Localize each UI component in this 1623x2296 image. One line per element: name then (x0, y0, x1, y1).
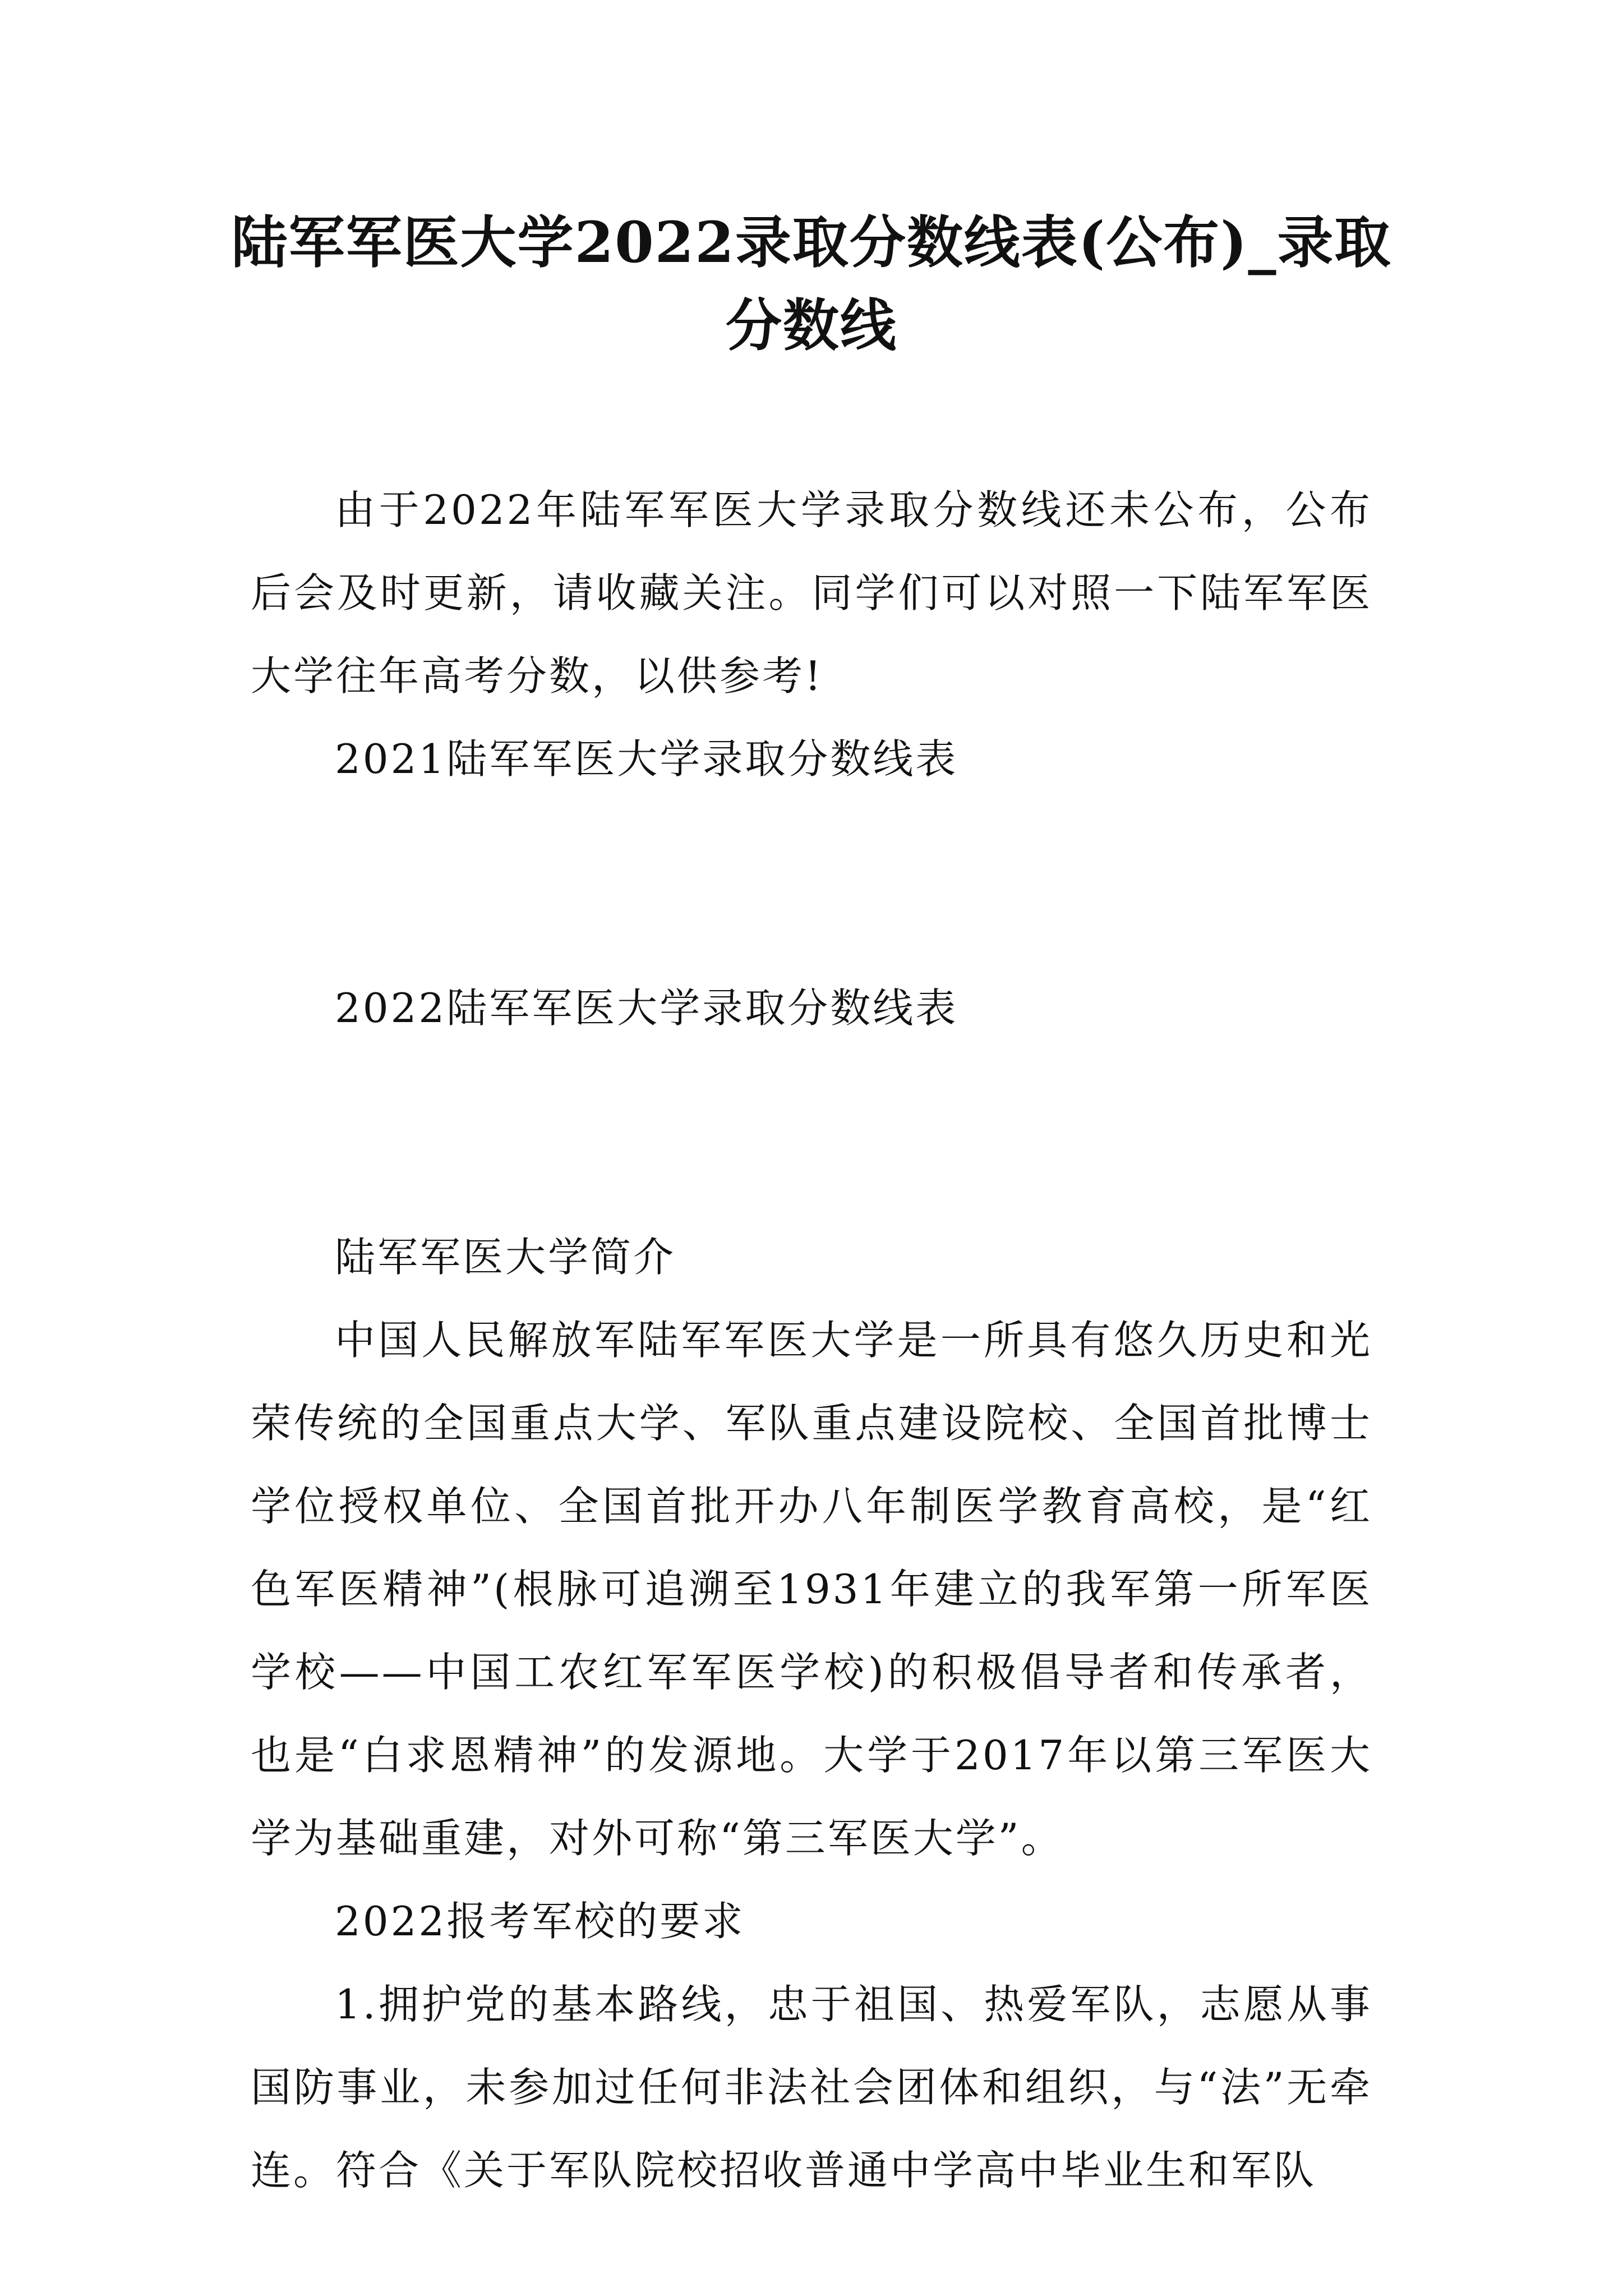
table-2022-heading: 2022陆军军医大学录取分数线表 (335, 984, 958, 1032)
requirement-item-1: 1.拥护党的基本路线，忠于祖国、热爱军队，志愿从事国防事业，未参加过任何非法社会团体和组织，与“法”无牵连。符合《关于军队院校招收普通中学高中毕业生和军队 (251, 1981, 1372, 2194)
requirements-heading: 2022报考军校的要求 (335, 1898, 745, 1945)
school-intro-heading: 陆军军医大学简介 (335, 1234, 676, 1281)
document-title: 陆军军医大学2022录取分数线表(公布)_录取分数线 (231, 209, 1392, 358)
table-2022-placeholder (251, 1050, 1372, 1216)
table-2021-heading: 2021陆军军医大学录取分数线表 (335, 735, 958, 783)
intro-paragraph: 由于2022年陆军军医大学录取分数线还未公布，公布后会及时更新，请收藏关注。同学们可以对照一下陆军军医大学往年高考分数，以供参考! (251, 486, 1372, 700)
school-intro-paragraph: 中国人民解放军陆军军医大学是一所具有悠久历史和光荣传统的全国重点大学、军队重点建设院校、全国首批博士学位授权单位、全国首批开办八年制医学教育高校，是“红色军医精神”(根脉可追溯至1931年建立的我军第一所军医学校——中国工农红军军医学校)的积极倡导者和传承者，也是“白求恩精神”的发源地。大学于2017年以第三军医大学为基础重建，对外可称“第三军医大学”。 (251, 1317, 1372, 1862)
table-2021-placeholder (251, 800, 1372, 967)
document-body (251, 468, 1372, 2212)
